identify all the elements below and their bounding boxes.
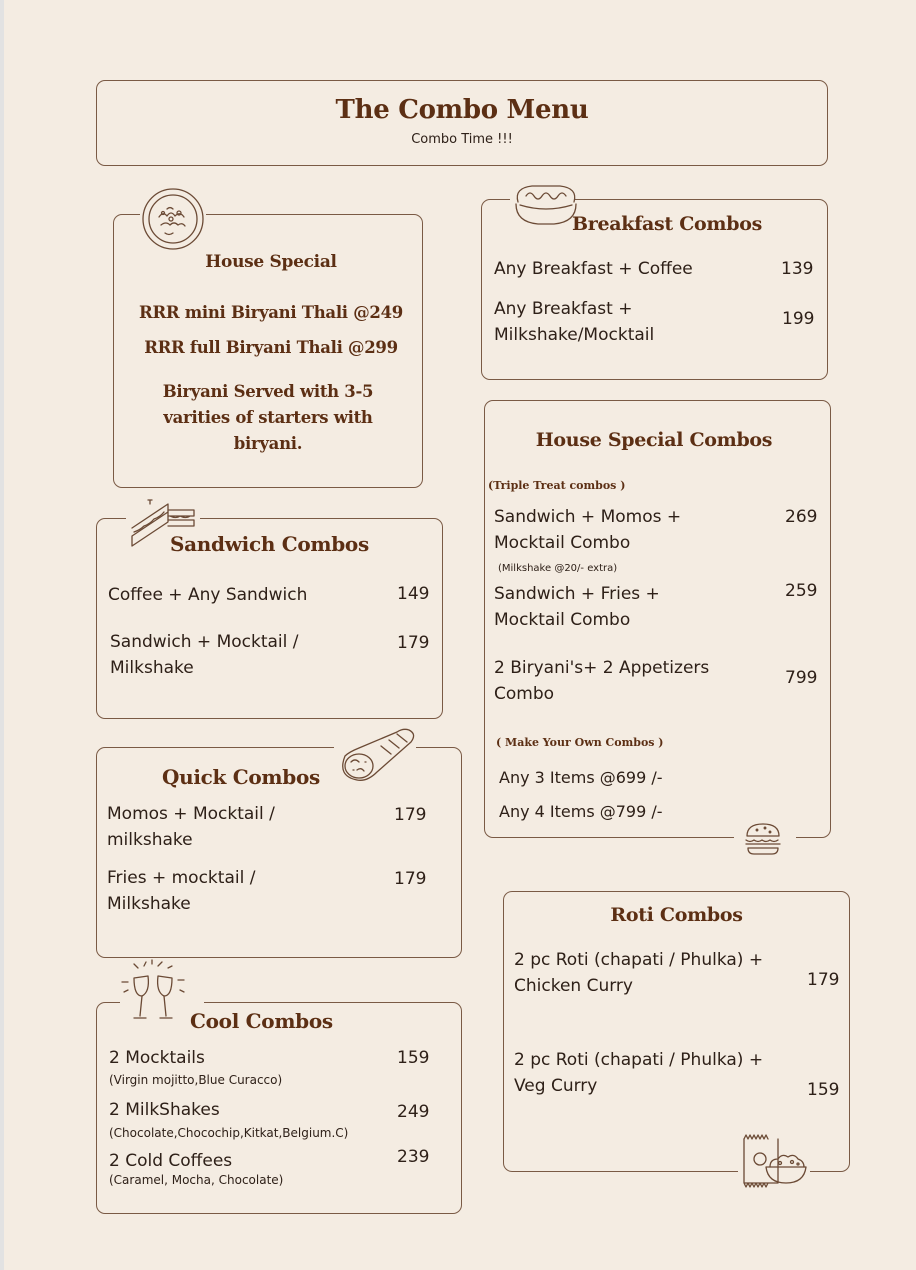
quick-price-2: 179 [394, 869, 427, 889]
quick-item-2: Fries + mocktail / Milkshake [107, 868, 256, 914]
house-combos-title: House Special Combos [535, 429, 773, 451]
sandwich-title: Sandwich Combos [170, 532, 369, 556]
house-combo-item-1: Sandwich + Momos + Mocktail Combo [494, 507, 682, 553]
roti-title: Roti Combos [610, 904, 743, 926]
house-combo-price-3: 799 [785, 668, 818, 688]
quick-price-1: 179 [394, 805, 427, 825]
house-special-line-1: RRR mini Biryani Thali @249 [139, 303, 403, 322]
burrito-icon [337, 726, 417, 784]
cool-item-1: 2 Mocktails [109, 1048, 205, 1068]
cool-item-2: 2 MilkShakes [109, 1100, 220, 1120]
house-special-line-2: RRR full Biryani Thali @299 [144, 338, 398, 357]
house-combo-item-3: 2 Biryani's+ 2 Appetizers Combo [494, 658, 710, 704]
triple-treat-label: (Triple Treat combos ) [488, 479, 626, 492]
house-special-note: Biryani Served with 3-5 varities of starters with biryani. [162, 382, 374, 453]
roti-item-1: 2 pc Roti (chapati / Phulka) + Chicken Curry [514, 950, 764, 996]
cool-note-3: (Caramel, Mocha, Chocolate) [109, 1173, 284, 1187]
cool-price-1: 159 [397, 1048, 430, 1068]
breakfast-title: Breakfast Combos [572, 213, 762, 235]
make-own-item-2: Any 4 Items @799 /- [499, 802, 663, 821]
cool-price-3: 239 [397, 1147, 430, 1167]
quick-item-1: Momos + Mocktail / milkshake [107, 804, 275, 850]
page-left-edge [0, 0, 4, 1270]
burger-icon [743, 822, 783, 858]
house-combo-item-2: Sandwich + Fries + Mocktail Combo [494, 584, 660, 630]
make-own-label: ( Make Your Own Combos ) [496, 736, 664, 749]
cool-item-3: 2 Cold Coffees [109, 1151, 233, 1171]
house-combo-price-2: 259 [785, 581, 818, 601]
roti-box [503, 891, 850, 1172]
cheers-glasses-icon [118, 958, 194, 1024]
house-special-title: House Special [205, 252, 337, 272]
cool-note-1: (Virgin mojitto,Blue Curacco) [109, 1073, 283, 1087]
quick-title: Quick Combos [162, 765, 320, 789]
cool-note-2: (Chocolate,Chocochip,Kitkat,Belgium.C) [109, 1126, 349, 1140]
house-combo-price-1: 269 [785, 507, 818, 527]
breakfast-item-1: Any Breakfast + Coffee [494, 259, 693, 279]
roti-item-2: 2 pc Roti (chapati / Phulka) + Veg Curry [514, 1050, 764, 1096]
cool-price-2: 249 [397, 1102, 430, 1122]
breakfast-item-2: Any Breakfast + Milkshake/Mocktail [494, 299, 655, 345]
house-combo-note-1: (Milkshake @20/- extra) [498, 563, 618, 574]
sandwich-price-1: 149 [397, 584, 430, 604]
breakfast-price-1: 139 [781, 259, 814, 279]
sandwich-item-1: Coffee + Any Sandwich [108, 585, 308, 605]
make-own-item-1: Any 3 Items @699 /- [499, 768, 663, 787]
cool-title: Cool Combos [190, 1009, 333, 1033]
breakfast-price-2: 199 [782, 309, 815, 329]
sandwich-item-2: Sandwich + Mocktail / Milkshake [110, 632, 299, 678]
roti-price-2: 159 [807, 1080, 840, 1100]
roti-price-1: 179 [807, 970, 840, 990]
page-title: The Combo Menu [335, 95, 589, 125]
hotdog-icon [512, 182, 580, 228]
sandwich-price-2: 179 [397, 633, 430, 653]
biryani-plate-icon [141, 187, 205, 251]
page-subtitle: Combo Time !!! [411, 132, 513, 147]
snack-bowl-icon [740, 1131, 810, 1189]
